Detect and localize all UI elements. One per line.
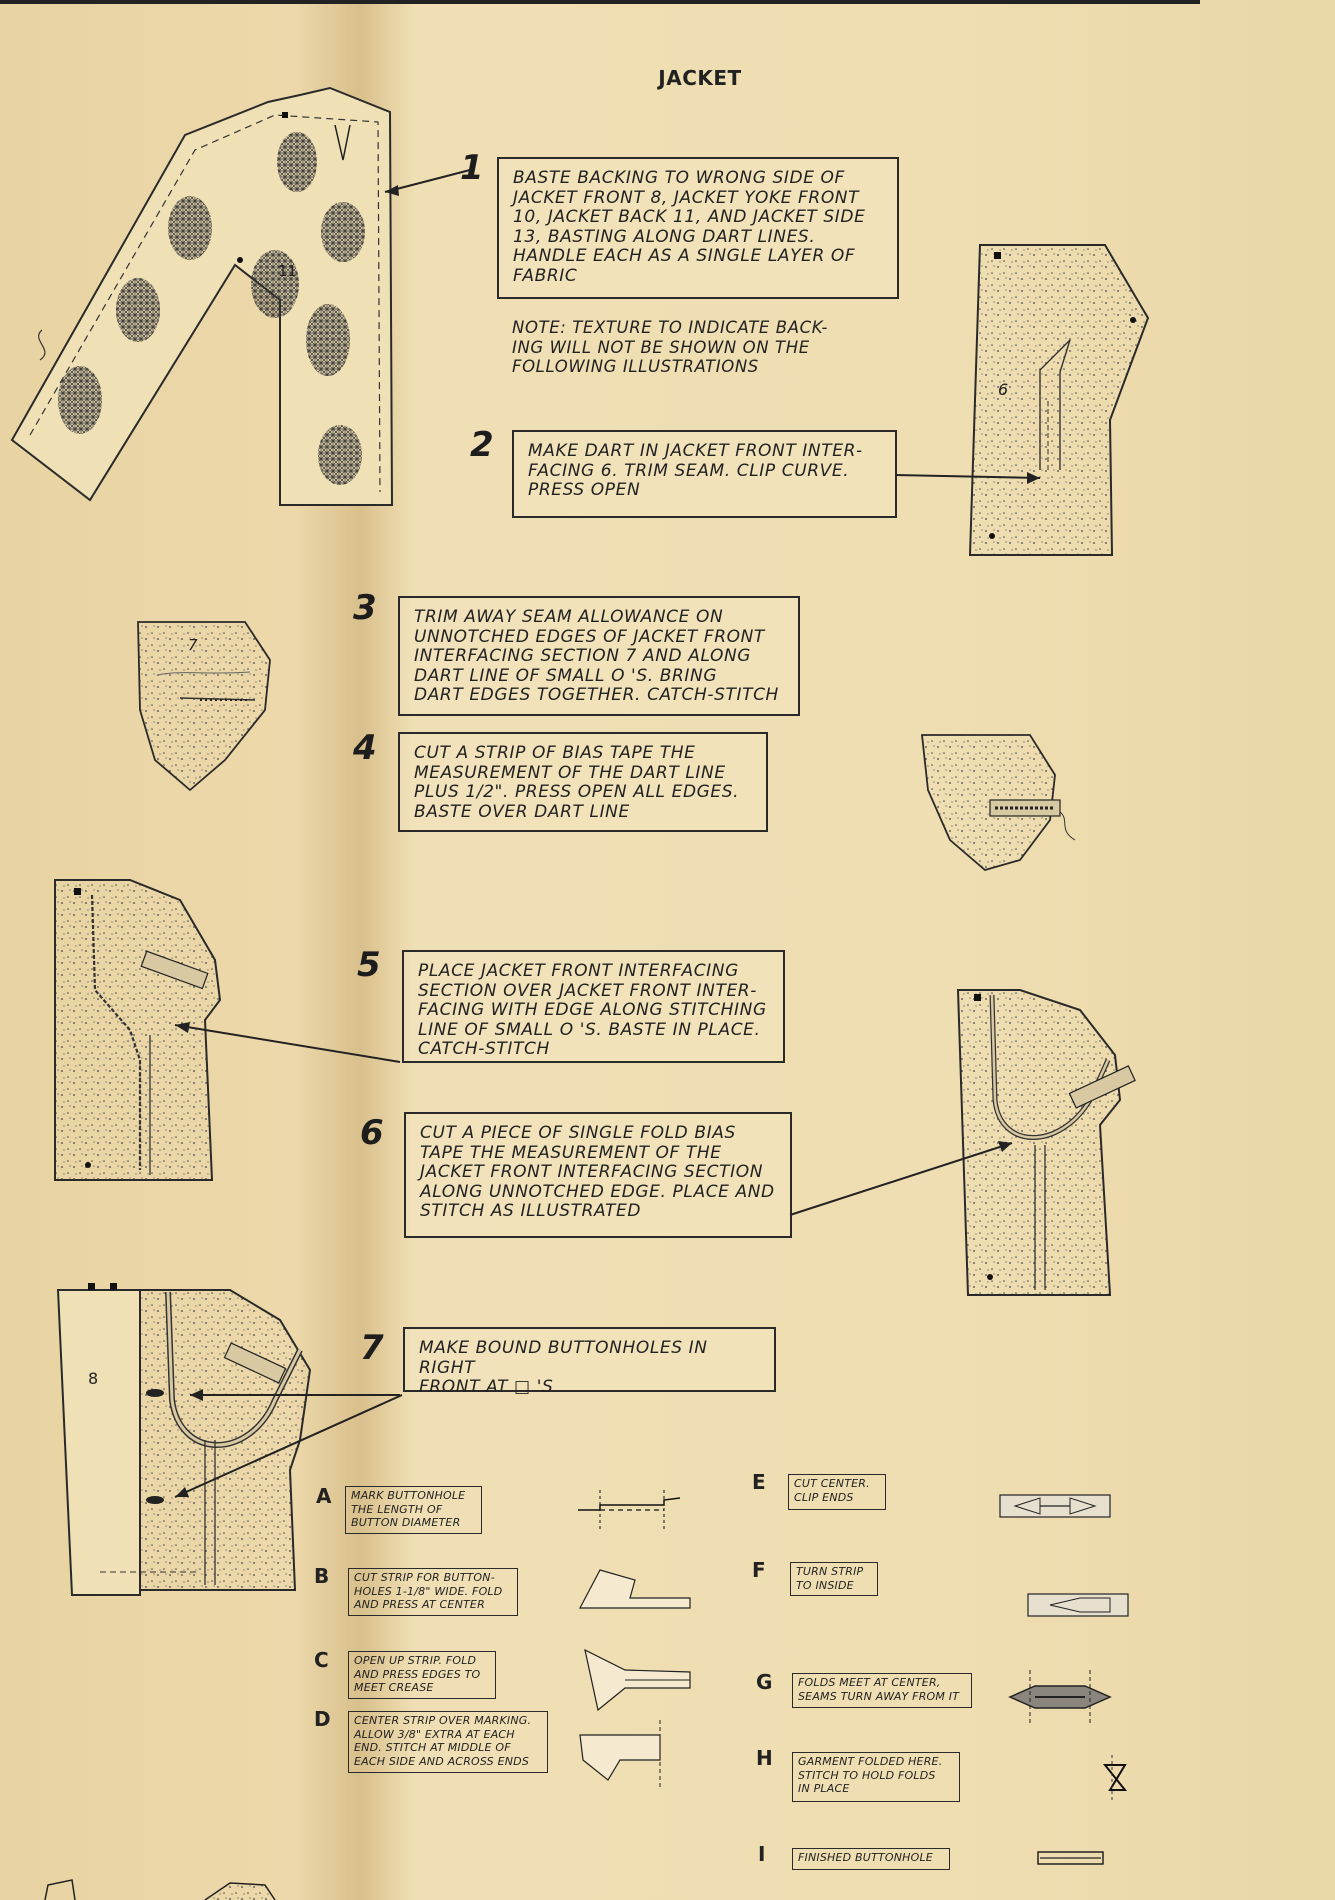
- buttonhole-diagram-d: [580, 1720, 660, 1790]
- step7-front-illustration: [58, 1283, 310, 1595]
- section-with-tape-illustration: [922, 735, 1075, 870]
- step-5-number: 5: [357, 945, 381, 985]
- piece-number-section: 7: [188, 636, 198, 654]
- buttonhole-step-b-letter: B: [314, 1564, 330, 1588]
- step-7-number: 7: [360, 1328, 384, 1368]
- step-6-number: 6: [360, 1113, 384, 1153]
- piece-number-front: 8: [88, 1369, 99, 1388]
- step-1-number: 1: [460, 148, 484, 188]
- step-5-instruction: PLACE JACKET FRONT INTERFACING SECTION OVER JACKET FRONT INTER- FACING WITH EDGE ALONG STITCHING LINE OF SMALL Ο 'S. BASTE IN PLACE. CATCH-STITCH: [402, 950, 785, 1063]
- step-4-instruction: CUT A STRIP OF BIAS TAPE THE MEASUREMENT OF THE DART LINE PLUS 1/2". PRESS OPEN ALL EDGES. BASTE OVER DART LINE: [398, 732, 768, 832]
- buttonhole-diagram-b: [580, 1570, 690, 1608]
- buttonhole-step-i-letter: I: [758, 1842, 766, 1866]
- step-3-instruction: TRIM AWAY SEAM ALLOWANCE ON UNNOTCHED EDGES OF JACKET FRONT INTERFACING SECTION 7 AND ALONG DART LINE OF SMALL Ο 'S. BRING DART EDGES TOGETHER. CATCH-STITCH: [398, 596, 800, 716]
- buttonhole-diagram-a: [578, 1490, 680, 1530]
- buttonhole-step-a-text: MARK BUTTONHOLE THE LENGTH OF BUTTON DIAMETER: [345, 1486, 482, 1534]
- buttonhole-diagram-h: [1105, 1755, 1125, 1800]
- buttonhole-step-d-text: CENTER STRIP OVER MARKING. ALLOW 3/8" EXTRA AT EACH END. STITCH AT MIDDLE OF EACH SIDE AND ACROSS ENDS: [348, 1711, 548, 1773]
- buttonhole-step-a-letter: A: [316, 1484, 332, 1508]
- buttonhole-step-e-letter: E: [752, 1470, 766, 1494]
- step-4-number: 4: [353, 728, 377, 768]
- step5-front-illustration: [55, 880, 220, 1180]
- step-2-instruction: MAKE DART IN JACKET FRONT INTER- FACING 6. TRIM SEAM. CLIP CURVE. PRESS OPEN: [512, 430, 897, 518]
- buttonhole-diagram-e: [1000, 1495, 1110, 1517]
- buttonhole-step-g-letter: G: [756, 1670, 773, 1694]
- step-7-instruction: MAKE BOUND BUTTONHOLES IN RIGHT FRONT AT □ 'S: [403, 1327, 776, 1392]
- buttonhole-step-b-text: CUT STRIP FOR BUTTON- HOLES 1-1/8" WIDE. FOLD AND PRESS AT CENTER: [348, 1568, 518, 1616]
- buttonhole-diagram-i: [1038, 1852, 1103, 1864]
- piece-number-interfacing: 6: [998, 380, 1009, 399]
- jacket-back-illustration: [12, 88, 392, 505]
- step-6-instruction: CUT A PIECE OF SINGLE FOLD BIAS TAPE THE MEASUREMENT OF THE JACKET FRONT INTERFACING SECTION ALONG UNNOTCHED EDGE. PLACE AND STITCH AS ILLUSTRATED: [404, 1112, 792, 1238]
- buttonhole-step-h-text: GARMENT FOLDED HERE. STITCH TO HOLD FOLDS IN PLACE: [792, 1752, 960, 1802]
- front-interfacing-illustration: [970, 245, 1148, 555]
- buttonhole-step-f-letter: F: [752, 1558, 766, 1582]
- page-title: JACKET: [658, 66, 742, 90]
- buttonhole-step-f-text: TURN STRIP TO INSIDE: [790, 1562, 878, 1596]
- step-2-number: 2: [470, 425, 494, 465]
- backing-note: NOTE: TEXTURE TO INDICATE BACK- ING WILL NOT BE SHOWN ON THE FOLLOWING ILLUSTRATIONS: [512, 318, 829, 376]
- step-1-instruction: BASTE BACKING TO WRONG SIDE OF JACKET FRONT 8, JACKET YOKE FRONT 10, JACKET BACK 11, AND JACKET SIDE 13, BASTING ALONG DART LINES. HANDLE EACH AS A SINGLE LAYER OF FABRIC: [497, 157, 899, 299]
- step-3-number: 3: [353, 588, 377, 628]
- buttonhole-step-c-text: OPEN UP STRIP. FOLD AND PRESS EDGES TO MEET CREASE: [348, 1651, 496, 1699]
- buttonhole-step-c-letter: C: [314, 1648, 329, 1672]
- buttonhole-diagram-g: [1010, 1670, 1110, 1725]
- section-7-illustration: [138, 622, 270, 790]
- buttonhole-step-d-letter: D: [314, 1707, 331, 1731]
- buttonhole-step-i-text: FINISHED BUTTONHOLE: [792, 1848, 950, 1870]
- buttonhole-step-g-text: FOLDS MEET AT CENTER, SEAMS TURN AWAY FROM IT: [792, 1673, 972, 1708]
- piece-number-back: 11: [278, 262, 298, 280]
- buttonhole-diagram-c: [585, 1650, 690, 1710]
- buttonhole-diagram-f: [1028, 1594, 1128, 1616]
- step6-front-illustration: [958, 990, 1135, 1295]
- buttonhole-step-h-letter: H: [756, 1746, 773, 1770]
- buttonhole-step-e-text: CUT CENTER. CLIP ENDS: [788, 1474, 886, 1510]
